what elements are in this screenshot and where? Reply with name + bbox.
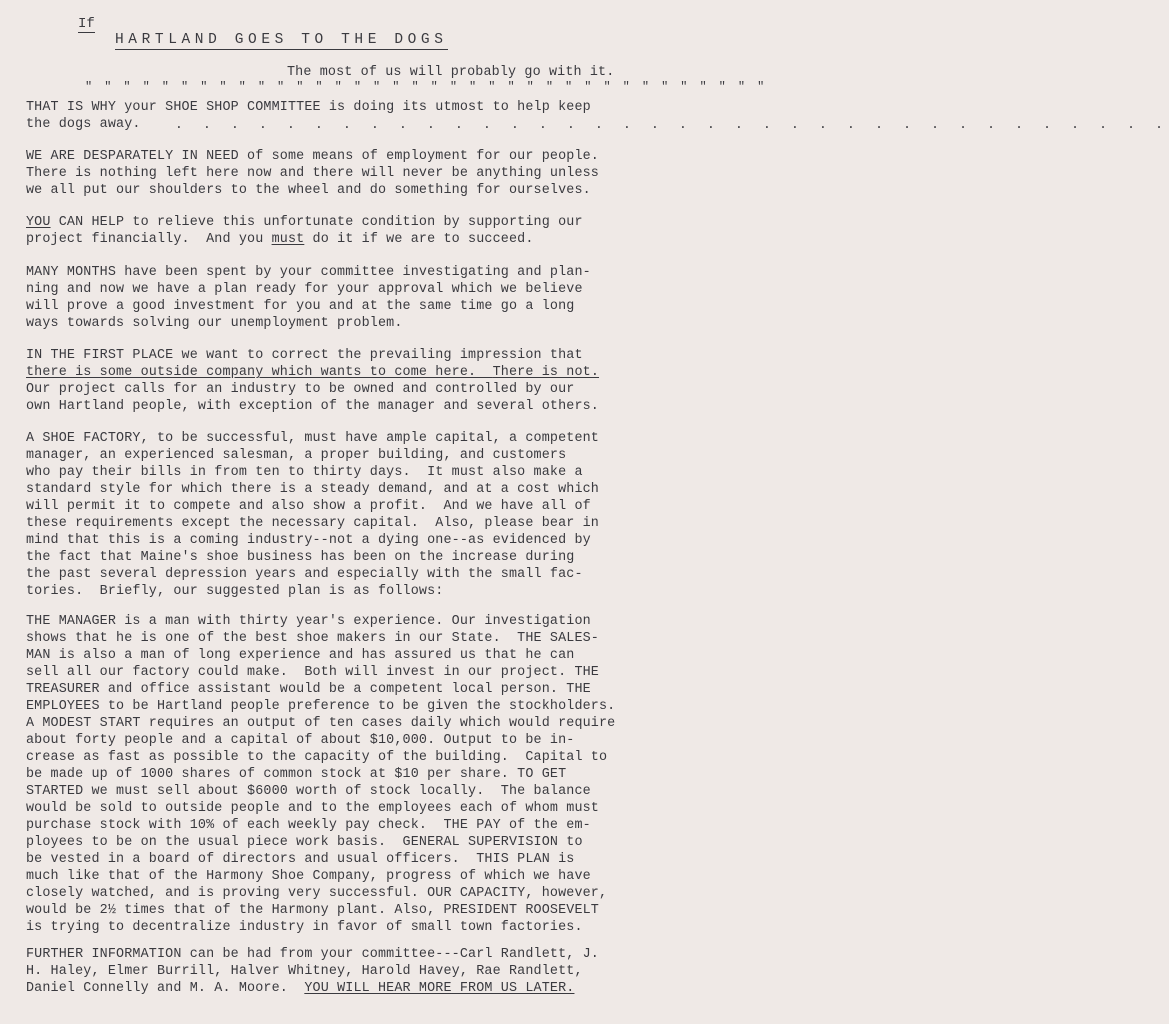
p6-line-8: the fact that Maine's shoe business has been on the increase during xyxy=(26,550,575,565)
p5-line-2-a: there is some outside company which wants to come here. xyxy=(26,365,493,380)
p7-line-9: crease as fast as possible to the capacity of the building. Capital to xyxy=(26,750,608,765)
p6-line-2: manager, an experienced salesman, a proper building, and customers xyxy=(26,448,567,463)
p5-line-3: Our project calls for an industry to be owned and controlled by our xyxy=(26,382,575,397)
if-mark: If xyxy=(78,16,95,32)
p1-line-2: the dogs away. xyxy=(26,117,141,132)
p4-line-2: ning and now we have a plan ready for your approval which we believe xyxy=(26,282,583,297)
p8-line-3 xyxy=(26,981,574,997)
p7-line-11: STARTED we must sell about $6000 worth of stock locally. The balance xyxy=(26,784,591,799)
p7-line-18: would be 2½ times that of the Harmony plant. Also, PRESIDENT ROOSEVELT xyxy=(26,903,599,918)
p7-line-17: closely watched, and is proving very successful. OUR CAPACITY, however, xyxy=(26,886,608,901)
p3-line-2-a: project financially. And you xyxy=(26,232,272,247)
p6-line-4: standard style for which there is a steady demand, and at a cost which xyxy=(26,482,599,497)
p1-line-1: THAT IS WHY your SHOE SHOP COMMITTEE is doing its utmost to help keep xyxy=(26,100,591,115)
p2-line-3: we all put our shoulders to the wheel and do something for ourselves. xyxy=(26,183,591,198)
p7-line-6: EMPLOYEES to be Hartland people preference to be given the stockholders. xyxy=(26,699,616,714)
p4-line-3: will prove a good investment for you and at the same time go a long xyxy=(26,299,575,314)
p6-line-9: the past several depression years and especially with the small fac- xyxy=(26,567,583,582)
p7-line-10: be made up of 1000 shares of common stock at $10 per share. TO GET xyxy=(26,767,567,782)
p3-line-1-rest: CAN HELP to relieve this unfortunate condition by supporting our xyxy=(50,215,583,230)
p7-line-19: is trying to decentralize industry in favor of small town factories. xyxy=(26,920,583,935)
p8-line-2: H. Haley, Elmer Burrill, Halver Whitney, Harold Havey, Rae Randlett, xyxy=(26,964,583,979)
p6-line-10: tories. Briefly, our suggested plan is as follows: xyxy=(26,584,444,599)
p5-line-4: own Hartland people, with exception of the manager and several others. xyxy=(26,399,599,414)
p7-line-16: much like that of the Harmony Shoe Company, progress of which we have xyxy=(26,869,591,884)
p7-line-7: A MODEST START requires an output of ten cases daily which would require xyxy=(26,716,616,731)
p3-you: YOU xyxy=(26,215,51,230)
p6-line-1: A SHOE FACTORY, to be successful, must have ample capital, a competent xyxy=(26,431,599,446)
p6-line-3: who pay their bills in from ten to thirty days. It must also make a xyxy=(26,465,583,480)
p5-line-2 xyxy=(26,365,599,381)
p3-line-2 xyxy=(26,232,534,248)
p7-line-2: shows that he is one of the best shoe makers in our State. THE SALES- xyxy=(26,631,599,646)
p5-line-1: IN THE FIRST PLACE we want to correct the prevailing impression that xyxy=(26,348,583,363)
ditto-row: " " " " " " " " " " " " " " " " " " " " " " " " " " " " " " " " " " " " xyxy=(85,80,767,94)
p7-line-1: THE MANAGER is a man with thirty year's experience. Our investigation xyxy=(26,614,591,629)
p7-line-8: about forty people and a capital of about $10,000. Output to be in- xyxy=(26,733,575,748)
p7-line-4: sell all our factory could make. Both will invest in our project. THE xyxy=(26,665,599,680)
p7-line-14: ployees to be on the usual piece work basis. GENERAL SUPERVISION to xyxy=(26,835,583,850)
p6-line-7: mind that this is a coming industry--not a dying one--as evidenced by xyxy=(26,533,591,548)
p7-line-13: purchase stock with 10% of each weekly pay check. THE PAY of the em- xyxy=(26,818,591,833)
p7-line-3: MAN is also a man of long experience and has assured us that he can xyxy=(26,648,575,663)
p7-line-12: would be sold to outside people and to the employees each of whom must xyxy=(26,801,599,816)
p3-must: must xyxy=(271,232,305,247)
letter-title: HARTLAND GOES TO THE DOGS xyxy=(115,32,448,48)
p8-line-3-a: Daniel Connelly and M. A. Moore. xyxy=(26,981,305,996)
dot-leader: . . . . . . . . . . . . . . . . . . . . . . . . . . . . . . . . . . . . xyxy=(175,117,1169,132)
p4-line-4: ways towards solving our unemployment problem. xyxy=(26,316,403,331)
p6-line-5: will permit it to compete and also show a profit. And we have all of xyxy=(26,499,591,514)
p4-line-1: MANY MONTHS have been spent by your committee investigating and plan- xyxy=(26,265,591,280)
p3-line-1 xyxy=(26,215,583,231)
p2-line-1: WE ARE DESPARATELY IN NEED of some means of employment for our people. xyxy=(26,149,599,164)
letter-subtitle: The most of us will probably go with it. xyxy=(287,65,615,80)
p7-line-15: be vested in a board of directors and usual officers. THIS PLAN is xyxy=(26,852,575,867)
p6-line-6: these requirements except the necessary capital. Also, please bear in xyxy=(26,516,599,531)
p2-line-2: There is nothing left here now and there will never be anything unless xyxy=(26,166,599,181)
p5-there-is-not: There is not. xyxy=(492,365,600,380)
closing-line: YOU WILL HEAR MORE FROM US LATER. xyxy=(304,981,575,996)
p8-line-1: FURTHER INFORMATION can be had from your committee---Carl Randlett, J. xyxy=(26,947,599,962)
p7-line-5: TREASURER and office assistant would be a competent local person. THE xyxy=(26,682,591,697)
p3-line-2-c: do it if we are to succeed. xyxy=(304,232,534,247)
